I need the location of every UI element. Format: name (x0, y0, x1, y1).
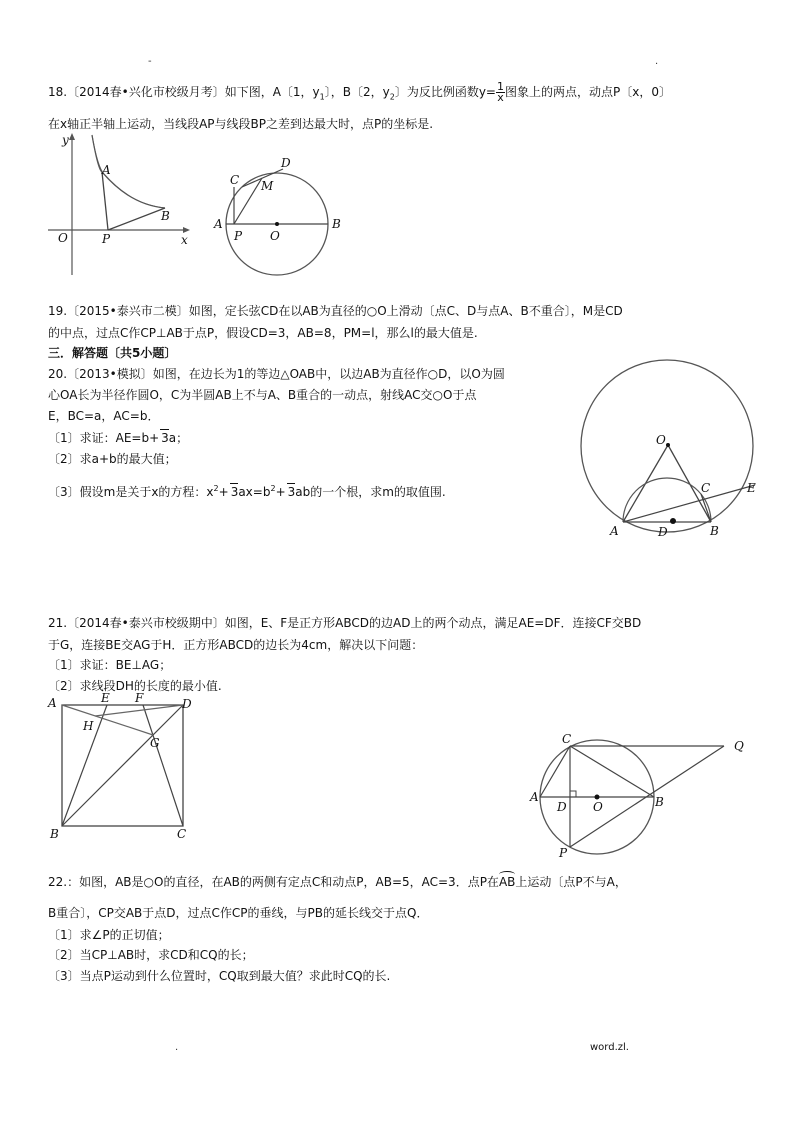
label-P: P (559, 846, 568, 860)
label-C: C (562, 732, 572, 746)
label-A: A (530, 790, 539, 804)
label-Q: Q (734, 739, 744, 753)
label-A: A (610, 524, 619, 538)
q21-line1: 21.〔2014春•泰兴市校级期中〕如图，E、F是正方形ABCD的边AD上的两个动点，满足AE=DF．连接CF交BD (48, 616, 642, 630)
q21-part2: 〔2〕求线段DH的长度的最小值. (48, 679, 222, 693)
label-D: D (557, 800, 567, 814)
segment-DH (95, 705, 183, 716)
label-B: B (655, 795, 664, 809)
q21-part1: 〔1〕求证：BE⊥AG； (48, 658, 172, 672)
segment-BP (108, 208, 165, 230)
q22-part2: 〔2〕当CP⊥AB时，求CD和CQ的长； (48, 948, 254, 962)
q22-line2: B重合〕，CP交AB于点D，过点C作CP的垂线，与PB的延长线交于点Q． (48, 906, 429, 920)
figure-q18-hyperbola (40, 130, 205, 280)
label-C: C (177, 827, 187, 841)
q20-line3: E，BC=a，AC=b． (48, 409, 160, 423)
right-angle-mark (570, 791, 576, 797)
label-M: M (261, 179, 274, 193)
center-O-dot (595, 795, 600, 800)
figure-q22-circle (525, 730, 755, 860)
label-G: G (150, 736, 160, 750)
ray-AE (623, 485, 755, 522)
label-E: E (747, 481, 756, 495)
top-right-mark: . (655, 56, 659, 67)
label-x: x (181, 233, 188, 247)
diagonal-BD (62, 705, 183, 826)
top-left-mark: - (148, 56, 152, 67)
label-B: B (332, 217, 341, 231)
footer-watermark: word.zl. (590, 1042, 629, 1053)
label-P: P (102, 232, 111, 246)
arc-AB: AB (498, 875, 516, 889)
label-D: D (658, 525, 668, 539)
q22-line1: 22.：如图，AB是○O的直径，在AB的两侧有定点C和动点P，AB=5，AC=3．点P在AB上运动〔点P不与A， (48, 875, 627, 889)
center-O-dot (275, 222, 279, 226)
figure-q19-circle (210, 150, 345, 282)
q19-line2: 的中点，过点C作CP⊥AB于点P，假设CD=3，AB=8，PM=l，那么l的最大值是. (48, 326, 478, 340)
q18-line2: 在x轴正半轴上运动，当线段AP与线段BP之差到达最大时，点P的坐标是. (48, 117, 434, 131)
figure-q21-square (45, 692, 205, 842)
bottom-left-mark: . (175, 1042, 179, 1053)
q20-part3: 〔3〕假设m是关于x的方程：$x^2+ 3ax=b^2+ 3ab$的一个根，求m的取值围. (48, 484, 446, 499)
label-C: C (230, 173, 240, 187)
q20-part1: 〔1〕求证：AE=b+ 3a； (48, 431, 189, 445)
fraction-1-over-x: $\frac{1}{x}$ (497, 80, 504, 104)
label-A: A (48, 696, 57, 710)
point-O (666, 443, 670, 447)
label-P: P (234, 229, 243, 243)
label-O: O (270, 229, 280, 243)
label-B: B (161, 209, 170, 223)
segment-BC (570, 746, 654, 797)
point-D (670, 518, 676, 524)
label-F: F (135, 691, 144, 705)
label-D: D (281, 156, 291, 170)
sqrt-3: 3 (161, 431, 169, 445)
label-O: O (656, 433, 666, 447)
q20-line2: 心OA长为半径作圆O，C为半圆AB上不与A、B重合的一动点，射线AC交○O于点 (48, 388, 477, 402)
label-O: O (593, 800, 603, 814)
y-axis-arrow (69, 133, 75, 140)
q20-part2: 〔2〕求a+b的最大值； (48, 452, 177, 466)
segment-AC (540, 746, 570, 797)
label-A: A (214, 217, 223, 231)
label-E: E (101, 691, 110, 705)
q22-part1: 〔1〕求∠P的正切值； (48, 928, 170, 942)
label-C: C (701, 481, 711, 495)
q18-line1: 18.〔2014春•兴化市校级月考〕如下图，A〔1，$y_1$〕，B〔2，$y_2$〕为反比例函数y= $\frac{1}{x}$ 图象上的两点，动点P〔x，0〕 (48, 80, 671, 104)
q20-line1: 20.〔2013•模拟〕如图，在边长为1的等边△OAB中，以边AB为直径作○D，以O为圆 (48, 367, 505, 381)
label-O: O (58, 231, 68, 245)
q19-line1: 19.〔2015•泰兴市二模〕如图，定长弦CD在以AB为直径的○O上滑动〔点C、D与点A、B不重合〕，M是CD (48, 304, 623, 318)
q22-part3: 〔3〕当点P运动到什么位置时，CQ取到最大值？求此时CQ的长. (48, 969, 391, 983)
label-B: B (50, 827, 59, 841)
figure-q20-circles (575, 355, 770, 540)
segment-CF (143, 705, 183, 826)
q21-line2: 于G，连接BE交AG于H．正方形ABCD的边长为4cm，解决以下问题： (48, 638, 424, 652)
label-B: B (710, 524, 719, 538)
label-y: y (62, 133, 69, 147)
segment-AG (62, 705, 153, 735)
label-D: D (182, 697, 192, 711)
segment-AP (102, 172, 108, 230)
section-heading: 三．解答题〔共5小题〕 (48, 346, 177, 360)
label-H: H (83, 719, 94, 733)
label-A: A (102, 163, 111, 177)
